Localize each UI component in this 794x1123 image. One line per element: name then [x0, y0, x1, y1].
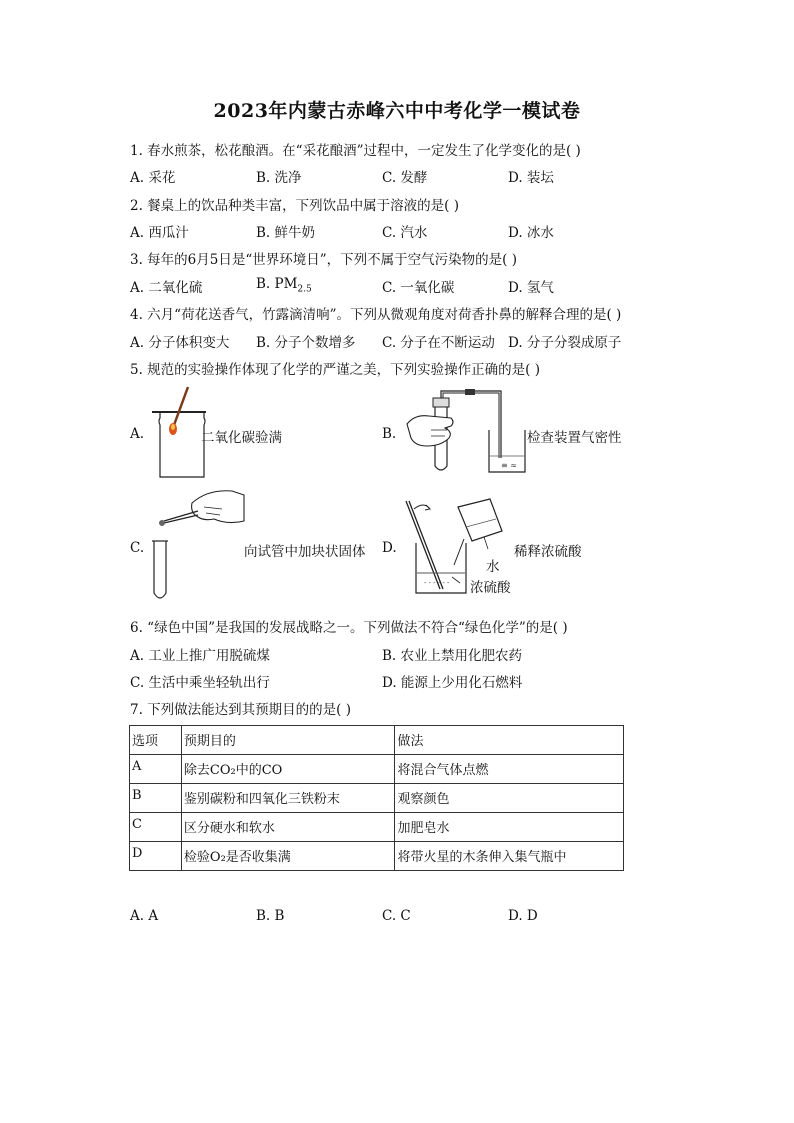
table-row [130, 784, 624, 813]
q5-figure-a-letter: A. [130, 426, 145, 442]
table-cell: 区分硬水和软水 [181, 813, 395, 842]
svg-text:- - - - - -: - - - - - - [424, 579, 450, 587]
table-row [130, 755, 624, 784]
q5-figure-d-acid-label: 浓硫酸 [470, 580, 511, 596]
q5-figure-b-caption: 检查装置气密性 [527, 430, 622, 446]
co2-full-check-figure [148, 385, 208, 480]
q7-option-a: A. A [130, 908, 159, 924]
q2-option-d: D. 冰水 [508, 225, 554, 241]
q3-option-b-text: B. PM [256, 276, 298, 292]
table-cell: A [130, 755, 182, 784]
page-title: 2023年内蒙古赤峰六中中考化学一模试卷 [213, 100, 581, 122]
table-header-cell: 预期目的 [181, 726, 395, 755]
q7-option-d: D. D [508, 908, 538, 924]
table-cell: 鉴别碳粉和四氧化三铁粉末 [181, 784, 395, 813]
q3-option-d: D. 氢气 [508, 280, 554, 296]
add-solid-figure [148, 485, 246, 605]
table-header-cell: 选项 [130, 726, 182, 755]
table-cell: 除去CO₂中的CO [181, 755, 395, 784]
question-5-stem: 5. 规范的实验操作体现了化学的严谨之美，下列实验操作正确的是( ) [130, 362, 540, 378]
table-header-cell: 做法 [395, 726, 624, 755]
q6-option-a: A. 工业上推广用脱硫煤 [130, 648, 270, 664]
q5-figure-d-water-label: 水 [486, 559, 500, 575]
airtightness-check-figure [405, 386, 530, 476]
q5-figure-c-letter: C. [130, 540, 145, 556]
table-cell: 检验O₂是否收集满 [181, 842, 395, 871]
q4-option-a: A. 分子体积变大 [130, 335, 230, 351]
question-1-stem: 1. 春水煎茶，松花酿酒。在“采花酿酒”过程中，一定发生了化学变化的是( ) [130, 143, 581, 159]
q4-option-d: D. 分子分裂成原子 [508, 335, 622, 351]
table-row [130, 813, 624, 842]
q5-figure-d-caption: 稀释浓硫酸 [514, 544, 582, 560]
q5-figure-b-letter: B. [382, 426, 397, 442]
pm-subscript: 2.5 [297, 284, 312, 295]
q2-option-c: C. 汽水 [382, 225, 428, 241]
q7-table [129, 725, 624, 871]
q1-option-d: D. 装坛 [508, 170, 554, 186]
table-header-row [130, 726, 624, 755]
table-cell: 加肥皂水 [395, 813, 624, 842]
q5-figure-a-caption: 二氧化碳验满 [201, 430, 282, 446]
table-cell: B [130, 784, 182, 813]
table-cell: 观察颜色 [395, 784, 624, 813]
table-cell: 将带火星的木条伸入集气瓶中 [395, 842, 624, 871]
q2-option-b: B. 鲜牛奶 [256, 225, 316, 241]
table-row [130, 842, 624, 871]
q6-option-c: C. 生活中乘坐轻轨出行 [130, 675, 270, 691]
q1-option-b: B. 洗净 [256, 170, 302, 186]
q6-option-d: D. 能源上少用化石燃料 [382, 675, 523, 691]
question-7-stem: 7. 下列做法能达到其预期目的的是( ) [130, 702, 351, 718]
q7-option-c: C. C [382, 908, 411, 924]
q1-option-a: A. 采花 [130, 170, 176, 186]
question-6-stem: 6. “绿色中国”是我国的发展战略之一。下列做法不符合“绿色化学”的是( ) [130, 620, 568, 636]
svg-text:≡ ≈: ≡ ≈ [501, 461, 517, 470]
question-3-stem: 3. 每年的6月5日是“世界环境日”，下列不属于空气污染物的是( ) [130, 252, 517, 268]
q3-option-a: A. 二氧化硫 [130, 280, 203, 296]
q3-option-c: C. 一氧化碳 [382, 280, 455, 296]
question-4-stem: 4. 六月“荷花送香气，竹露滴清响”。下列从微观角度对荷香扑鼻的解释合理的是( ) [130, 307, 622, 323]
q2-option-a: A. 西瓜汁 [130, 225, 189, 241]
q7-option-b: B. B [256, 908, 285, 924]
q3-option-b [256, 276, 312, 295]
q4-option-c: C. 分子在不断运动 [382, 335, 495, 351]
q1-option-c: C. 发酵 [382, 170, 428, 186]
q4-option-b: B. 分子个数增多 [256, 335, 356, 351]
table-cell: C [130, 813, 182, 842]
q6-option-b: B. 农业上禁用化肥农药 [382, 648, 523, 664]
question-2-stem: 2. 餐桌上的饮品种类丰富，下列饮品中属于溶液的是( ) [130, 198, 459, 214]
table-cell: D [130, 842, 182, 871]
q5-figure-d-letter: D. [382, 540, 397, 556]
table-cell: 将混合气体点燃 [395, 755, 624, 784]
q5-figure-c-caption: 向试管中加块状固体 [244, 544, 366, 560]
